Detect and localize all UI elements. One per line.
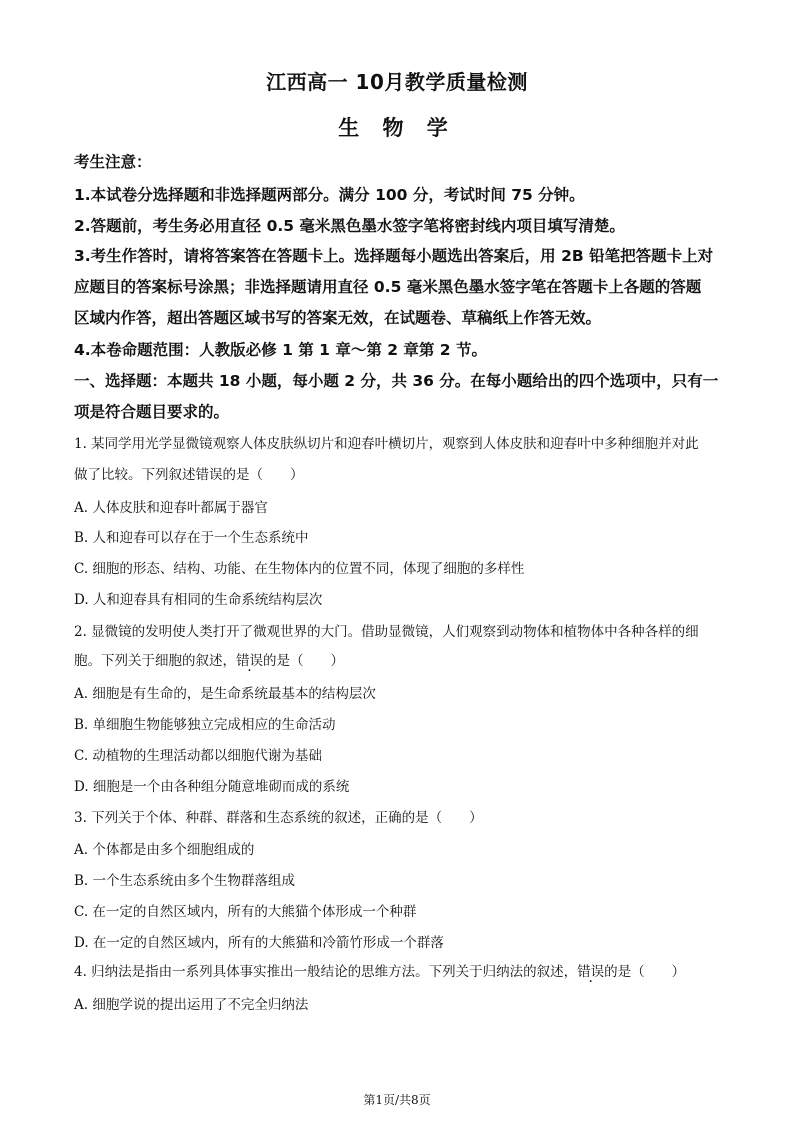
notice-item: 3.考生作答时，请将答案答在答题卡上。选择题每小题选出答案后，用 2B 铅笔把答题卡上对 (74, 247, 714, 265)
option-a: A. 细胞是有生命的，是生命系统最基本的结构层次 (74, 686, 376, 702)
question-stem-cont: 做了比较。下列叙述错误的是（ ） (74, 467, 304, 483)
stem-text: 的是（ ） (263, 653, 344, 669)
option-c: C. 动植物的生理活动都以细胞代谢为基础 (74, 748, 322, 764)
question-stem-cont (74, 649, 734, 669)
option-b: B. 单细胞生物能够独立完成相应的生命活动 (74, 717, 336, 733)
notice-item: 应题目的答案标号涂黑；非选择题请用直径 0.5 毫米黑色墨水签字笔在答题卡上各题的答题 (74, 278, 702, 296)
notice-item: 2.答题前，考生务必用直径 0.5 毫米黑色墨水签字笔将密封线内项目填写清楚。 (74, 217, 625, 235)
option-d: D. 人和迎春具有相同的生命系统结构层次 (74, 592, 323, 608)
emphasis-word: 错误 (236, 653, 263, 669)
option-b: B. 一个生态系统由多个生物群落组成 (74, 873, 296, 889)
option-a: A. 人体皮肤和迎春叶都属于器官 (74, 500, 268, 516)
option-c: C. 细胞的形态、结构、功能、在生物体内的位置不同，体现了细胞的多样性 (74, 561, 525, 577)
option-d: D. 在一定的自然区域内，所有的大熊猫和冷箭竹形成一个群落 (74, 935, 444, 951)
question-stem: 3. 下列关于个体、种群、群落和生态系统的叙述，正确的是（ ） (74, 810, 483, 826)
stem-text: 的是（ ） (604, 964, 686, 980)
option-b: B. 人和迎春可以存在于一个生态系统中 (74, 530, 309, 546)
emphasis-word: 错误 (577, 964, 605, 980)
stem-text: 胞。下列关于细胞的叙述， (74, 653, 236, 669)
exam-title: 江西高一 10月教学质量检测 (266, 70, 528, 94)
option-a: A. 个体都是由多个细胞组成的 (74, 842, 255, 858)
stem-text: 4. 归纳法是指由一系列具体事实推出一般结论的思维方法。下列关于归纳法的叙述， (74, 964, 578, 980)
option-a: A. 细胞学说的提出运用了不完全归纳法 (74, 997, 309, 1013)
subject-title: 生 物 学 (338, 116, 456, 140)
section-heading-cont: 项是符合题目要求的。 (74, 403, 230, 421)
notice-heading: 考生注意： (74, 153, 152, 171)
section-heading: 一、选择题：本题共 18 小题，每小题 2 分，共 36 分。在每小题给出的四个选项中，只有一 (74, 372, 719, 390)
option-d: D. 细胞是一个由各种组分随意堆砌而成的系统 (74, 779, 350, 795)
notice-item: 区域内作答，超出答题区域书写的答案无效，在试题卷、草稿纸上作答无效。 (74, 309, 602, 327)
page-number: 第1页/共8页 (363, 1093, 431, 1107)
notice-item: 1.本试卷分选择题和非选择题两部分。满分 100 分，考试时间 75 分钟。 (74, 186, 585, 204)
question-stem (74, 960, 734, 980)
question-stem: 1. 某同学用光学显微镜观察人体皮肤纵切片和迎春叶横切片，观察到人体皮肤和迎春叶中多种细胞并对此 (74, 436, 699, 452)
option-c: C. 在一定的自然区域内，所有的大熊猫个体形成一个种群 (74, 904, 417, 920)
notice-item: 4.本卷命题范围：人教版必修 1 第 1 章～第 2 章第 2 节。 (74, 341, 487, 359)
question-stem: 2. 显微镜的发明使人类打开了微观世界的大门。借助显微镜，人们观察到动物体和植物体中各种各样的细 (74, 624, 699, 640)
